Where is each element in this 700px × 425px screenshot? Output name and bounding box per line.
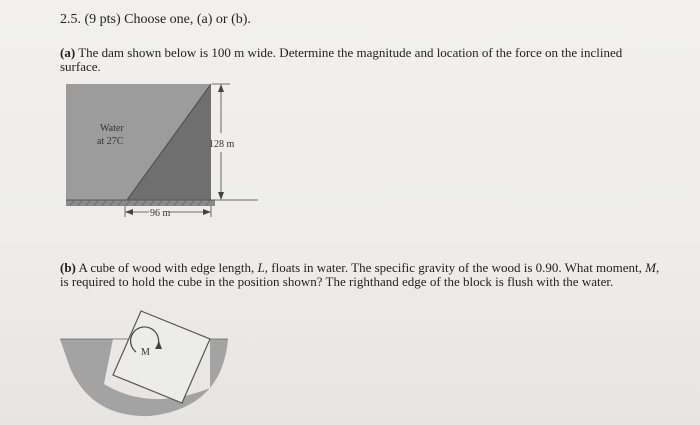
height-label: 128 m [209,139,235,150]
moment-label: M [141,347,150,358]
cube-diagram [60,311,228,416]
base-arrow-right [203,209,211,215]
wood-cube [113,311,210,403]
base-arrow-left [125,209,133,215]
part-a-label: (a) [60,45,76,60]
water-temp-label: at 27C [97,136,124,147]
var-L: L [257,260,265,275]
part-b-text-2: , floats in water. The specific gravity of the wood is 0.90. What moment, [264,260,646,275]
question-title: 2.5. (9 pts) Choose one, (a) or (b). [60,12,251,27]
dam-diagram [66,84,258,219]
part-b-text-3: , is required to hold the cube in the position shown? The righthand edge of the block is flush with the water. [60,260,660,289]
part-b-text-1: A cube of wood with edge length, [78,260,258,275]
height-arrow-down [218,192,224,200]
height-arrow-up [218,84,224,92]
var-M: M [645,260,657,275]
part-a-text: The dam shown below is 100 m wide. Determine the magnitude and location of the force on the inclined surface. [60,45,623,74]
part-b-prompt [60,261,660,289]
water-label: Water [100,123,124,134]
base-label: 96 m [150,208,171,219]
part-b-label: (b) [60,260,76,275]
